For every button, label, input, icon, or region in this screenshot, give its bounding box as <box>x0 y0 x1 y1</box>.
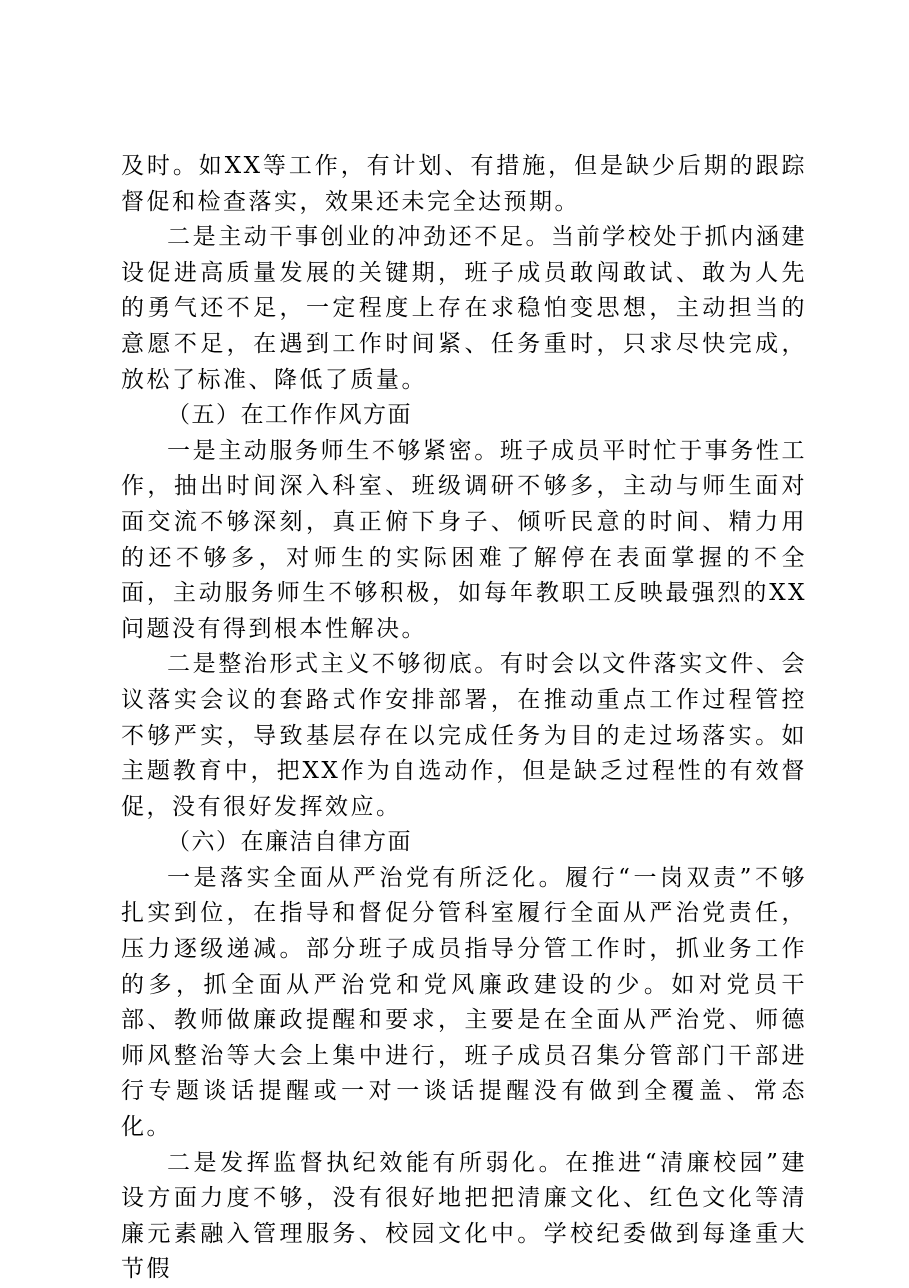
document-body <box>121 149 807 1288</box>
paragraph-continuation: 及时。如XX等工作，有计划、有措施，但是缺少后期的跟踪督促和检查落实，效果还未完全达预期。 <box>121 153 807 215</box>
section-heading-work-style: （五）在工作作风方面 <box>167 402 412 429</box>
paragraph-serving-teachers-students: 一是主动服务师生不够紧密。班子成员平时忙于事务性工作，抽出时间深入科室、班级调研不够多，主动与师生面对面交流不够深刻，真正俯下身子、倾听民意的时间、精力用的还不够多，对师生的实际困难了解停在表面掌握的不全面，主动服务师生不够积极，如每年教职工反映最强烈的XX问题没有得到根本性解决。 <box>121 437 807 642</box>
paragraph-supervision: 二是发挥监督执纪效能有所弱化。在推进“清廉校园”建设方面力度不够，没有很好地把把清廉文化、红色文化等清廉元素融入管理服务、校园文化中。学校纪委做到每逢重大节假 <box>121 1149 807 1283</box>
section-heading-integrity: （六）在廉洁自律方面 <box>167 829 412 856</box>
paragraph-initiative: 二是主动干事创业的冲劲还不足。当前学校处于抓内涵建设促进高质量发展的关键期，班子成员敢闯敢试、敢为人先的勇气还不足，一定程度上存在求稳怕变思想，主动担当的意愿不足，在遇到工作时间紧、任务重时，只求尽快完成，放松了标准、降低了质量。 <box>121 224 807 393</box>
paragraph-formalism: 二是整治形式主义不够彻底。有时会以文件落实文件、会议落实会议的套路式作安排部署，在推动重点工作过程管控不够严实，导致基层存在以完成任务为目的走过场落实。如主题教育中，把XX作为自选动作，但是缺乏过程性的有效督促，没有很好发挥效应。 <box>121 651 807 820</box>
paragraph-party-governance: 一是落实全面从严治党有所泛化。履行“一岗双责”不够扎实到位，在指导和督促分管科室履行全面从严治党责任，压力逐级递减。部分班子成员指导分管工作时，抓业务工作的多，抓全面从严治党和党风廉政建设的少。如对党员干部、教师做廉政提醒和要求，主要是在全面从严治党、师德师风整治等大会上集中进行，班子成员召集分管部门干部进行专题谈话提醒或一对一谈话提醒没有做到全覆盖、常态化。 <box>121 864 807 1141</box>
